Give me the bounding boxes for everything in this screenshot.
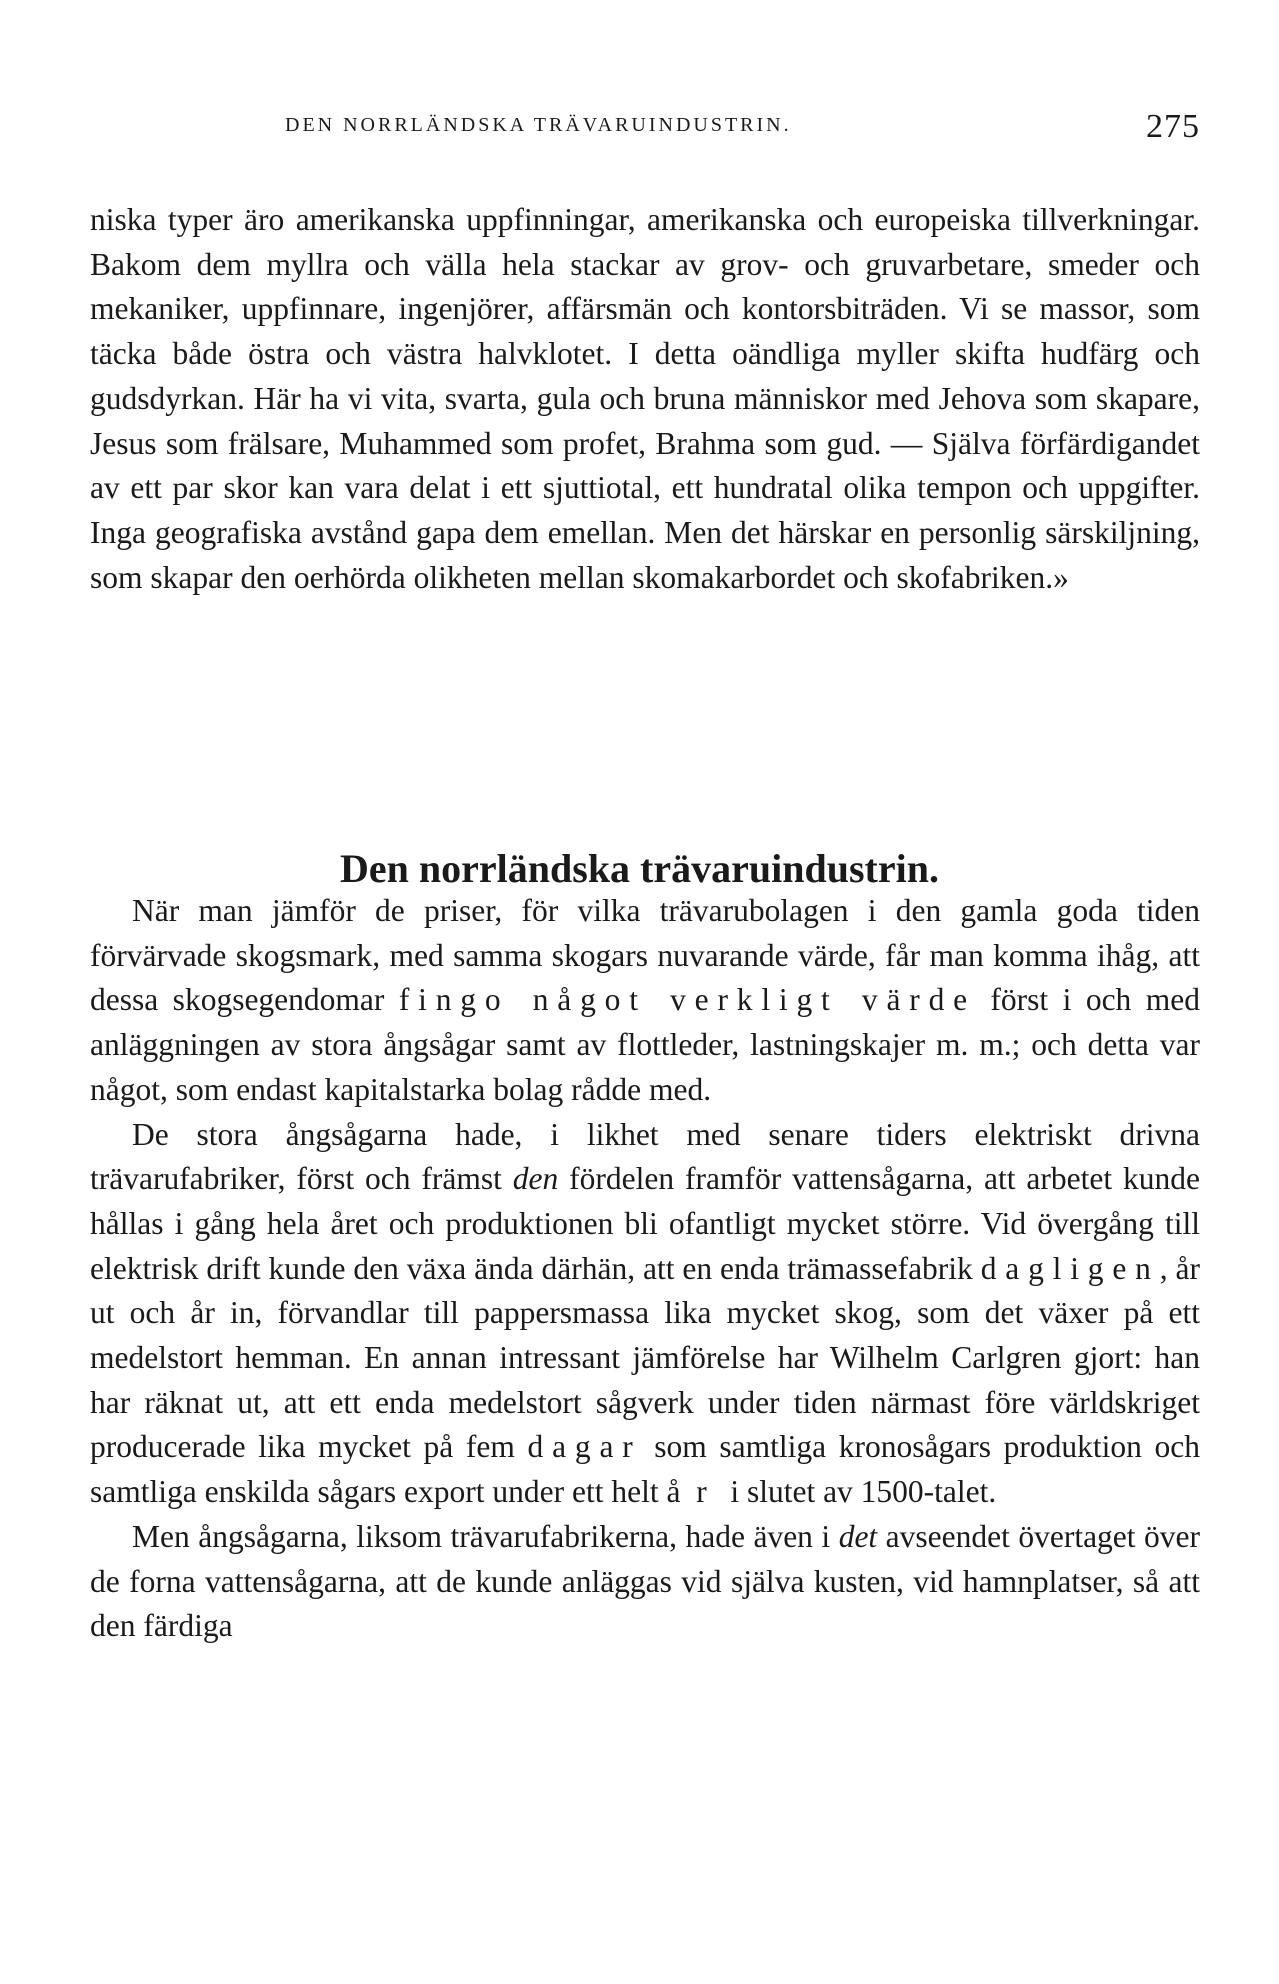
- page-number: 275: [1146, 108, 1200, 145]
- italic-emphasis: det: [838, 1518, 878, 1554]
- section-body: [90, 889, 1200, 1649]
- text-segment: , år ut och år in, förvandlar till pappersmassa lika mycket skog, som det växer på ett medelstort hemman. En annan intressant jämförelse har Wilhelm Carlgren gjort: han har räknat ut, att ett enda medelstort sågverk under tiden närmast före världskriget producerade lika mycket på fem: [90, 1250, 1200, 1465]
- spaced-emphasis: fingo något verkligt värde: [398, 982, 976, 1018]
- text-segment: först i och med anläggningen av stora ångsågar samt av flottleder, lastningskajer m. m.; och detta var något, som endast kapitalstarka bolag rådde med.: [90, 982, 1200, 1107]
- running-title: DEN NORRLÄNDSKA TRÄVARUINDUSTRIN.: [285, 114, 792, 136]
- text-segment: De stora ångsågarna hade, i likhet med senare tiders elektriskt drivna trävarufabriker, först och främst: [90, 1116, 1200, 1197]
- paragraph: [90, 1113, 1200, 1515]
- running-header: [90, 108, 1200, 148]
- paragraph: [90, 889, 1200, 1113]
- text-segment: avseendet övertaget över de forna vattensågarna, att de kunde anläggas vid själva kusten, vid hamnplatser, så att den färdiga: [90, 1518, 1201, 1644]
- paragraph: niska typer äro amerikanska uppfinningar, amerikanska och europeiska tillverkningar. Bakom dem myllra och välla hela stackar av grov- och gruvarbetare, smeder och mekaniker, uppfinnare, ingenjörer, affärsmän och kontorsbiträden. Vi se massor, som täcka både östra och västra halvklotet. I detta oändliga myller skifta hudfärg och gudsdyrkan. Här ha vi vita, svarta, gula och bruna människor med Jehova som skapare, Jesus som frälsare, Muhammed som profet, Brahma som gud. — Själva förfärdigandet av ett par skor kan vara delat i ett sjuttiotal, ett hundratal olika tempon och uppgifter. Inga geografiska avstånd gapa dem emellan. Men det härskar en personlig särskiljning, som skapar den oerhörda olikheten mellan skomakarbordet och skofabriken.»: [90, 202, 1200, 595]
- text-segment: Men ångsågarna, liksom trävarufabrikerna, hade även i: [132, 1518, 839, 1554]
- italic-emphasis: den: [512, 1161, 559, 1197]
- text-segment: När man jämför de priser, för vilka trävarubolagen i den gamla goda tiden förvärvade skogsmark, med samma skogars nuvarande värde, får man komma ihåg, att dessa skogsegendomar: [90, 893, 1200, 1018]
- paragraph: [90, 1515, 1200, 1649]
- continued-paragraph: [90, 198, 1200, 600]
- text-segment: fördelen framför vattensågarna, att arbetet kunde hållas i gång hela året och produktionen bli ofantligt mycket större. Vid övergång till elektrisk drift kunde den växa ända därhän, att en enda trämassefabrik: [90, 1161, 1201, 1286]
- spaced-emphasis: år: [666, 1474, 723, 1510]
- spaced-emphasis: dagar: [527, 1429, 642, 1465]
- text-segment: i slutet av 1500-talet.: [722, 1474, 997, 1510]
- spaced-emphasis: dagligen: [980, 1250, 1160, 1286]
- section-heading: Den norrländska trävaruindustrin.: [340, 846, 939, 892]
- text-segment: som samtliga kronosågars produktion och samtliga enskilda sågars export under ett helt: [90, 1429, 1201, 1510]
